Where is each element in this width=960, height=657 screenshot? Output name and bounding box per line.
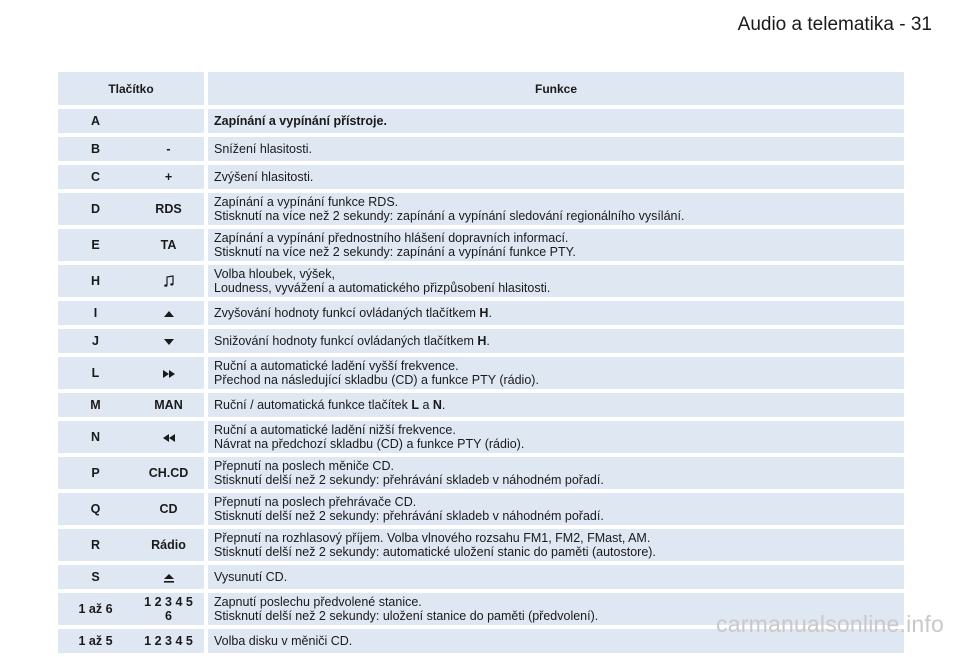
function-line: Stisknutí delší než 2 sekundy: přehrávání skladeb v náhodném pořadí. [214,509,604,523]
row-key: J [58,329,133,353]
row-function: Vysunutí CD. [208,565,904,589]
function-line: Stisknutí delší než 2 sekundy: automatické uložení stanic do paměti (autostore). [214,545,656,559]
row-key: Q [58,493,133,525]
function-line: Stisknutí delší než 2 sekundy: přehrávání skladeb v náhodném pořadí. [214,473,604,487]
row-key: S [58,565,133,589]
row-symbol: + [133,165,208,189]
function-line: Ruční a automatické ladění vyšší frekvence. [214,359,459,373]
row-key: P [58,457,133,489]
column-header-button: Tlačítko [58,72,208,105]
row-symbol [133,109,208,133]
row-function [208,529,904,561]
row-key: A [58,109,133,133]
function-line: Stisknutí na více než 2 sekundy: zapínání a vypínání funkce PTY. [214,245,576,259]
row-key: M [58,393,133,417]
row-symbol [133,301,208,325]
table-row [58,421,904,453]
row-function [208,421,904,453]
row-key: N [58,421,133,453]
function-key-ref: N [432,398,442,412]
rewind-icon [162,433,176,443]
table-row [58,193,904,225]
function-text: a [418,398,433,412]
row-key: H [58,265,133,297]
row-function [208,193,904,225]
row-symbol: 1 2 3 4 5 [133,629,208,653]
table-row [58,529,904,561]
function-line: Ruční a automatické ladění nižší frekvence. [214,423,456,437]
row-symbol [133,329,208,353]
table-row [58,329,904,353]
function-key-ref: L [411,398,419,412]
row-function [208,301,904,325]
function-line: Zapínání a vypínání přednostního hlášení dopravních informací. [214,231,569,245]
fast-forward-icon [162,369,176,379]
row-key: 1 až 6 [58,593,133,625]
row-function [208,493,904,525]
function-line: Zapínání a vypínání funkce RDS. [214,195,399,209]
row-function [208,393,904,417]
column-header-function: Funkce [208,72,904,105]
page-header: Audio a telematika - 31 [737,14,932,35]
function-line: Zapnutí poslechu předvolené stanice. [214,595,422,609]
row-symbol: Rádio [133,529,208,561]
row-key: C [58,165,133,189]
row-key: R [58,529,133,561]
function-text: . [488,306,492,320]
row-symbol: CD [133,493,208,525]
row-symbol [133,565,208,589]
row-function: Zapínání a vypínání přístroje. [208,109,904,133]
table-row [58,457,904,489]
function-text: . [486,334,490,348]
row-function [208,329,904,353]
function-key-ref: H [479,306,489,320]
function-text: Zvyšování hodnoty funkcí ovládaných tlačítkem [214,306,480,320]
table-row [58,109,904,133]
table-row [58,493,904,525]
row-key: E [58,229,133,261]
function-line: Návrat na předchozí skladbu (CD) a funkce PTY (rádio). [214,437,525,451]
table-row [58,301,904,325]
music-note-icon [163,275,175,288]
row-function [208,457,904,489]
function-line: Přepnutí na poslech měniče CD. [214,459,394,473]
table-row [58,565,904,589]
function-line: Stisknutí delší než 2 sekundy: uložení stanice do paměti (předvolení). [214,609,599,623]
function-line: Přepnutí na poslech přehrávače CD. [214,495,417,509]
arrow-up-icon [163,310,175,318]
row-function [208,357,904,389]
function-line: Přepnutí na rozhlasový příjem. Volba vlnového rozsahu FM1, FM2, FMast, AM. [214,531,651,545]
table-header-row [58,72,904,105]
eject-icon [162,573,176,583]
table-row [58,265,904,297]
row-function: Snížení hlasitosti. [208,137,904,161]
table-row [58,165,904,189]
row-symbol [133,357,208,389]
row-key: B [58,137,133,161]
arrow-down-icon [163,338,175,346]
table-row [58,137,904,161]
table-row [58,229,904,261]
table-row [58,393,904,417]
function-text: Snižování hodnoty funkcí ovládaných tlačítkem [214,334,478,348]
function-text: . [441,398,446,412]
row-symbol: TA [133,229,208,261]
row-function [208,229,904,261]
row-key: L [58,357,133,389]
row-symbol [133,421,208,453]
row-symbol [133,265,208,297]
function-line: Stisknutí na více než 2 sekundy: zapínání a vypínání sledování regionálního vysílání. [214,209,685,223]
function-line: Volba hloubek, výšek, [214,267,335,281]
watermark: carmanualsonline.info [716,611,944,637]
button-function-table [58,68,904,657]
table-row [58,357,904,389]
function-line: Přechod na následující skladbu (CD) a funkce PTY (rádio). [214,373,539,387]
function-line: Loudness, vyvážení a automatického přizpůsobení hlasitosti. [214,281,551,295]
row-key: 1 až 5 [58,629,133,653]
row-key: D [58,193,133,225]
row-function: Zvýšení hlasitosti. [208,165,904,189]
row-symbol: MAN [133,393,208,417]
row-function: Volba disku v měniči CD. [208,629,904,653]
row-symbol: CH.CD [133,457,208,489]
row-symbol: 1 2 3 4 5 6 [133,593,208,625]
function-text: Ruční / automatická funkce tlačítek [214,398,412,412]
row-key: I [58,301,133,325]
row-symbol: RDS [133,193,208,225]
row-symbol: - [133,137,208,161]
row-function [208,265,904,297]
function-key-ref: H [477,334,487,348]
